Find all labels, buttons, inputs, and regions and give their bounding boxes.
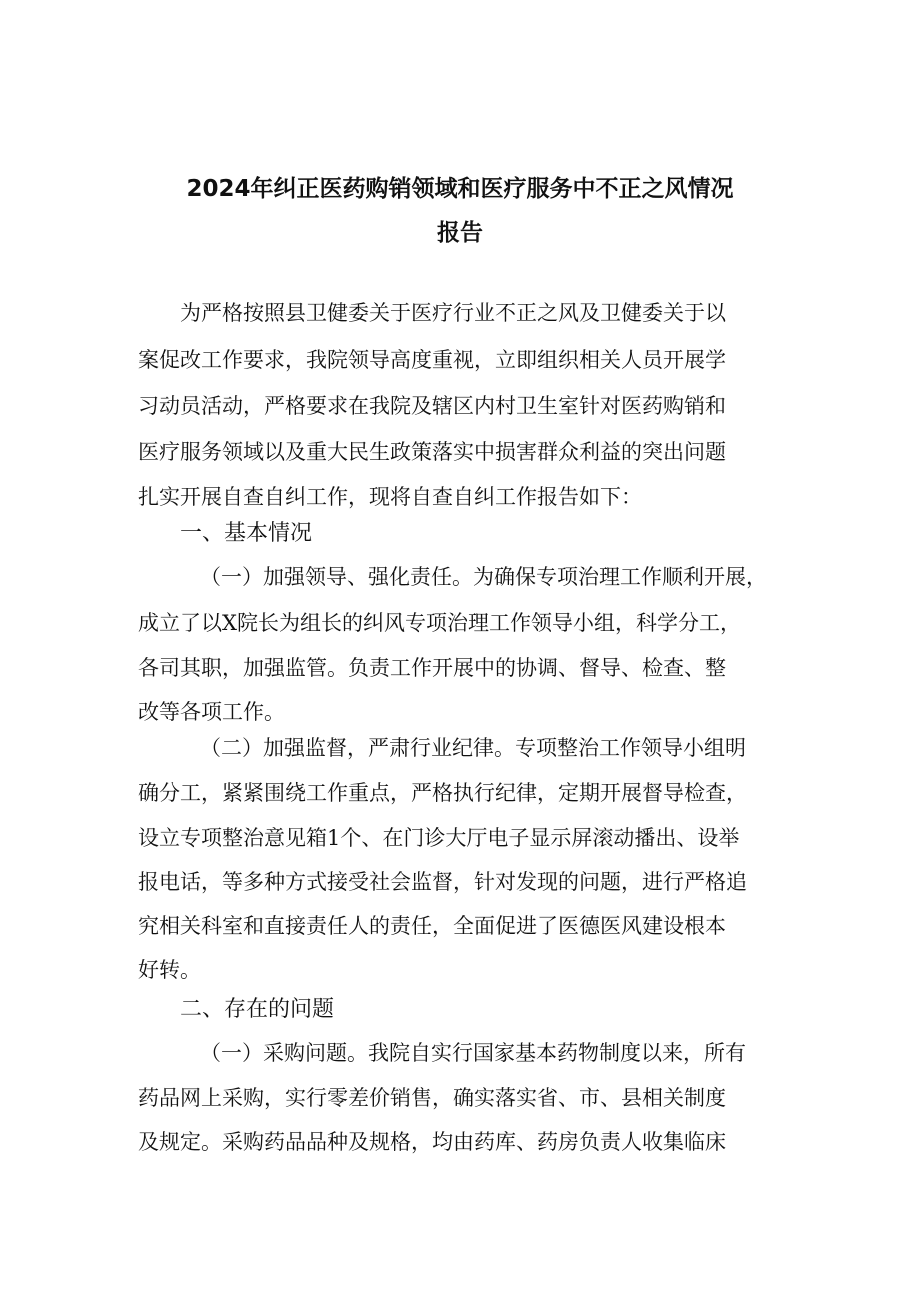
section-heading-basic-situation: 一、基本情况: [180, 521, 313, 546]
section2-para1-line: 药品网上采购，实行零差价销售，确实落实省、市、县相关制度: [138, 1086, 726, 1110]
section1-para1-line: （一）加强领导、强化责任。为确保专项治理工作顺利开展，: [200, 565, 767, 589]
section1-para2-line: 好转。: [138, 958, 201, 982]
section1-para1-line: 各司其职，加强监管。负责工作开展中的协调、督导、检查、整: [138, 656, 726, 680]
document-body: [138, 0, 788, 1301]
section1-para2-line: 设立专项整治意见箱1个、在门诊大厅电子显示屏滚动播出、设举: [138, 826, 740, 850]
section2-para1-line: 及规定。采购药品品种及规格，均由药库、药房负责人收集临床: [138, 1130, 726, 1154]
intro-line: 扎实开展自查自纠工作，现将自查自纠工作报告如下：: [138, 485, 642, 509]
intro-line: 习动员活动，严格要求在我院及辖区内村卫生室针对医药购销和: [138, 394, 726, 418]
section1-para2-line: （二）加强监督，严肃行业纪律。专项整治工作领导小组明: [200, 736, 746, 760]
section1-para2-line: 确分工，紧紧围绕工作重点，严格执行纪律，定期开展督导检查，: [138, 781, 747, 805]
document-title-line-1: 2024年纠正医药购销领域和医疗服务中不正之风情况: [186, 176, 734, 202]
section1-para2-line: 究相关科室和直接责任人的责任，全面促进了医德医风建设根本: [138, 914, 726, 938]
section-heading-existing-problems: 二、存在的问题: [180, 997, 335, 1022]
document-title-line-2: 报告: [437, 220, 483, 246]
section2-para1-line: （一）采购问题。我院自实行国家基本药物制度以来，所有: [200, 1041, 746, 1065]
intro-line: 医疗服务领域以及重大民生政策落实中损害群众利益的突出问题: [138, 440, 726, 464]
section1-para1-line: 成立了以X院长为组长的纠风专项治理工作领导小组，科学分工，: [138, 611, 741, 635]
section1-para2-line: 报电话，等多种方式接受社会监督，针对发现的问题，进行严格追: [138, 870, 747, 894]
intro-line: 案促改工作要求，我院领导高度重视，立即组织相关人员开展学: [138, 348, 726, 372]
intro-line: 为严格按照县卫健委关于医疗行业不正之风及卫健委关于以: [180, 301, 726, 325]
section1-para1-line: 改等各项工作。: [138, 700, 285, 724]
